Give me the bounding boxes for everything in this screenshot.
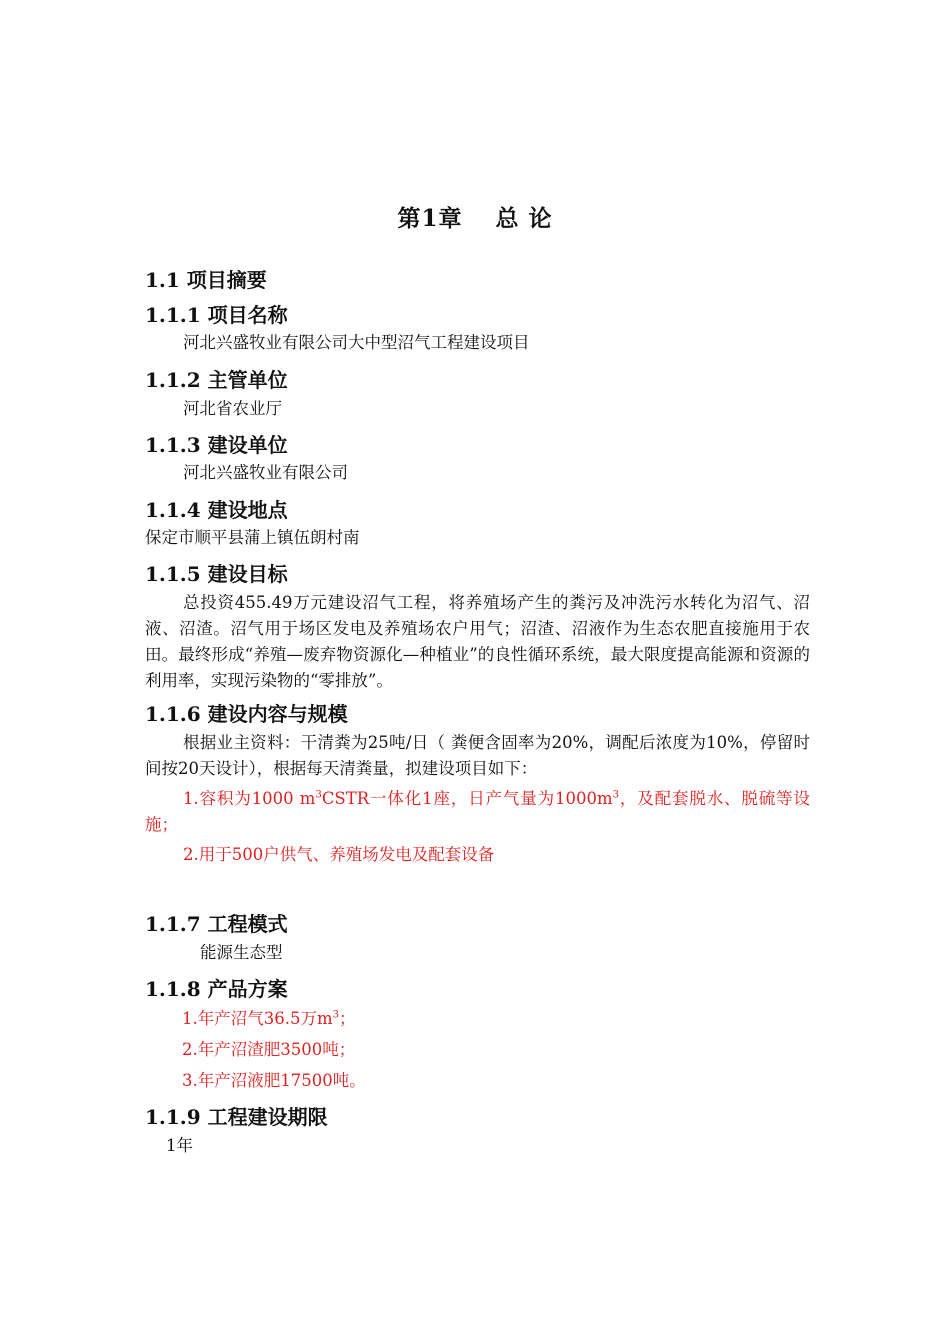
location-text: 保定市顺平县蒲上镇伍朗村南: [145, 528, 360, 547]
heading-1-1-8: 1.1.8 产品方案: [145, 977, 288, 1001]
period-text: 1年: [166, 1136, 193, 1155]
heading-1-1-5: 1.1.5 建设目标: [145, 562, 288, 586]
heading-1-1-6: 1.1.6 建设内容与规模: [145, 702, 348, 726]
product-item-3: 3.年产沼液肥17500吨。: [182, 1071, 366, 1090]
product-item-1: 1.年产沼气36.5万$m^3$；: [182, 1009, 356, 1028]
mode-text: 能源生态型: [200, 943, 283, 962]
heading-1-1-4: 1.1.4 建设地点: [145, 498, 288, 522]
scope-item-2: 2.用于500户供气、养殖场发电及配套设备: [183, 845, 495, 864]
builder-text: 河北兴盛牧业有限公司: [183, 463, 348, 482]
heading-1-1: 1.1 项目摘要: [145, 268, 267, 292]
scope-text: 根据业主资料：干清粪为25吨/日（ 粪便含固率为20%，调配后浓度为10%，停留时间按20天设计），根据每天清粪量，拟建设项目如下：: [145, 733, 810, 778]
heading-1-1-1: 1.1.1 项目名称: [145, 303, 288, 327]
goal-text: 总投资455.49万元建设沼气工程，将养殖场产生的粪污及冲洗污水转化为沼气、沼液、沼渣。沼气用于场区发电及养殖场农户用气；沼渣、沼液作为生态农肥直接施用于农田。最终形成“养殖—废弃物资源化—种植业”的良性循环系统，最大限度提高能源和资源的利用率，实现污染物的“零排放”。: [145, 593, 810, 690]
heading-1-1-7: 1.1.7 工程模式: [145, 912, 288, 936]
scope-item-1: 1.容积为1000 $m^3CSTR$一体化1座，日产气量为$1000m^3$，及配套脱水、脱硫等设施；: [145, 789, 811, 834]
chapter-title: 第1章 总 论: [397, 205, 553, 232]
project-name-text: 河北兴盛牧业有限公司大中型沼气工程建设项目: [183, 333, 530, 352]
heading-1-1-9: 1.1.9 工程建设期限: [145, 1105, 328, 1129]
heading-1-1-3: 1.1.3 建设单位: [145, 433, 288, 457]
heading-1-1-2: 1.1.2 主管单位: [145, 368, 288, 392]
product-item-2: 2.年产沼渣肥3500吨；: [182, 1040, 356, 1059]
authority-text: 河北省农业厅: [183, 399, 282, 418]
